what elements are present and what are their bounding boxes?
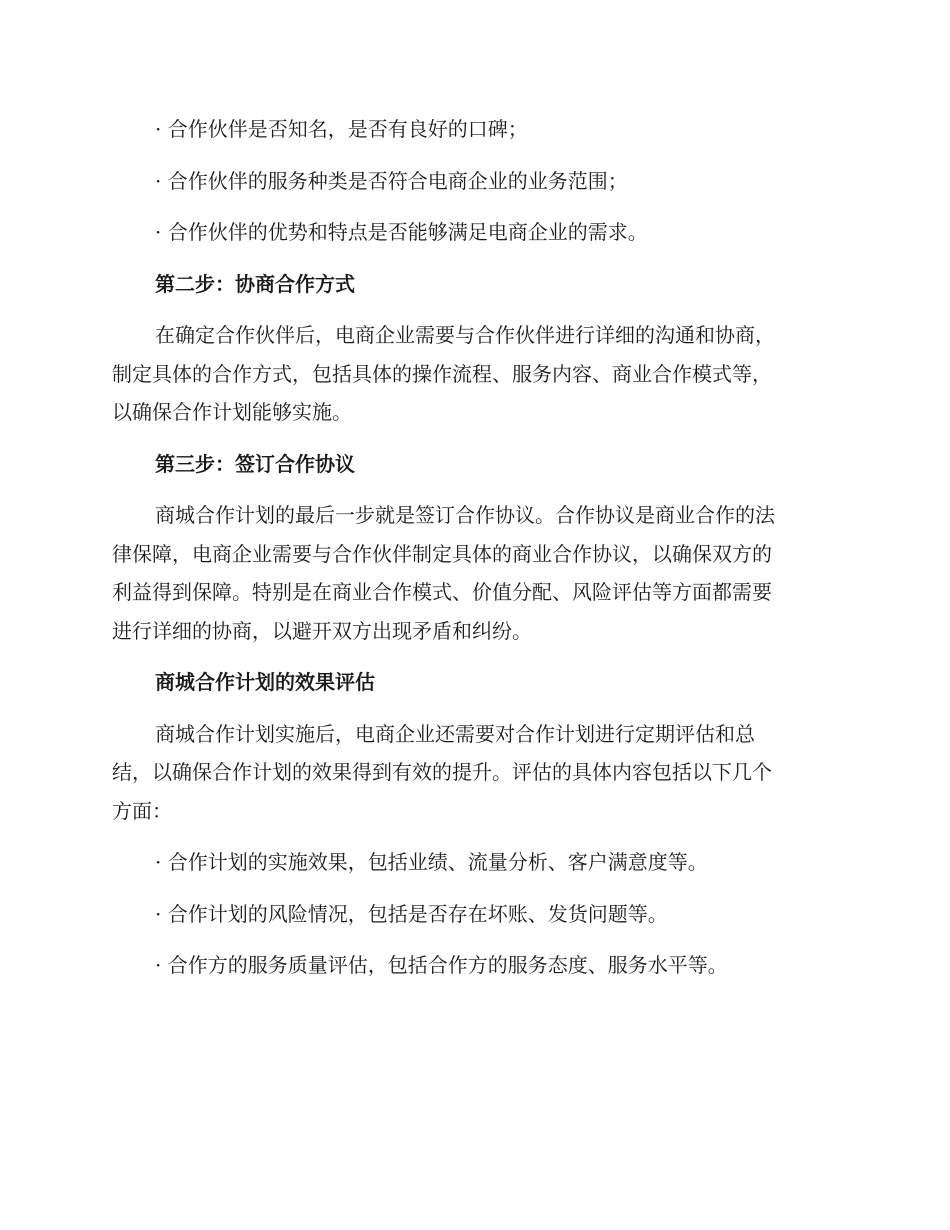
bullet-item: · 合作方的服务质量评估，包括合作方的服务态度、服务水平等。: [155, 953, 728, 977]
paragraph-line: 在确定合作伙伴后，电商企业需要与合作伙伴进行详细的沟通和协商，: [155, 323, 775, 347]
section-heading-evaluation: 商城合作计划的效果评估: [155, 670, 375, 694]
bullet-item: · 合作伙伴的优势和特点是否能够满足电商企业的需求。: [155, 220, 648, 244]
paragraph-step2: [112, 316, 836, 432]
paragraph-line: 利益得到保障。特别是在商业合作模式、价值分配、风险评估等方面都需要: [112, 580, 772, 604]
bullet-item: · 合作计划的风险情况，包括是否存在坏账、发货问题等。: [155, 901, 668, 926]
section-heading-step2: 第二步：协商合作方式: [155, 271, 355, 296]
paragraph-step3: [112, 496, 836, 650]
paragraph-line: 方面：: [112, 798, 172, 823]
bullet-item: · 合作计划的实施效果，包括业绩、流量分析、客户满意度等。: [155, 850, 708, 874]
section-heading-step3: 第三步：签订合作协议: [155, 451, 355, 476]
paragraph-line: 以确保合作计划能够实施。: [112, 400, 352, 424]
paragraph-line: 进行详细的协商，以避开双方出现矛盾和纠纷。: [112, 618, 532, 643]
paragraph-evaluation: [112, 715, 836, 831]
paragraph-line: 制定具体的合作方式，包括具体的操作流程、服务内容、商业合作模式等，: [112, 361, 772, 386]
document-page: [112, 110, 836, 985]
paragraph-line: 商城合作计划的最后一步就是签订合作协议。合作协议是商业合作的法: [155, 503, 775, 527]
paragraph-line: 律保障，电商企业需要与合作伙伴制定具体的商业合作协议，以确保双方的: [112, 541, 772, 566]
bullet-item: · 合作伙伴的服务种类是否符合电商企业的业务范围；: [155, 168, 628, 193]
paragraph-line: 商城合作计划实施后，电商企业还需要对合作计划进行定期评估和总: [155, 721, 755, 746]
paragraph-line: 结，以确保合作计划的效果得到有效的提升。评估的具体内容包括以下几个: [112, 760, 772, 784]
bullet-item: · 合作伙伴是否知名，是否有良好的口碑；: [155, 117, 528, 141]
